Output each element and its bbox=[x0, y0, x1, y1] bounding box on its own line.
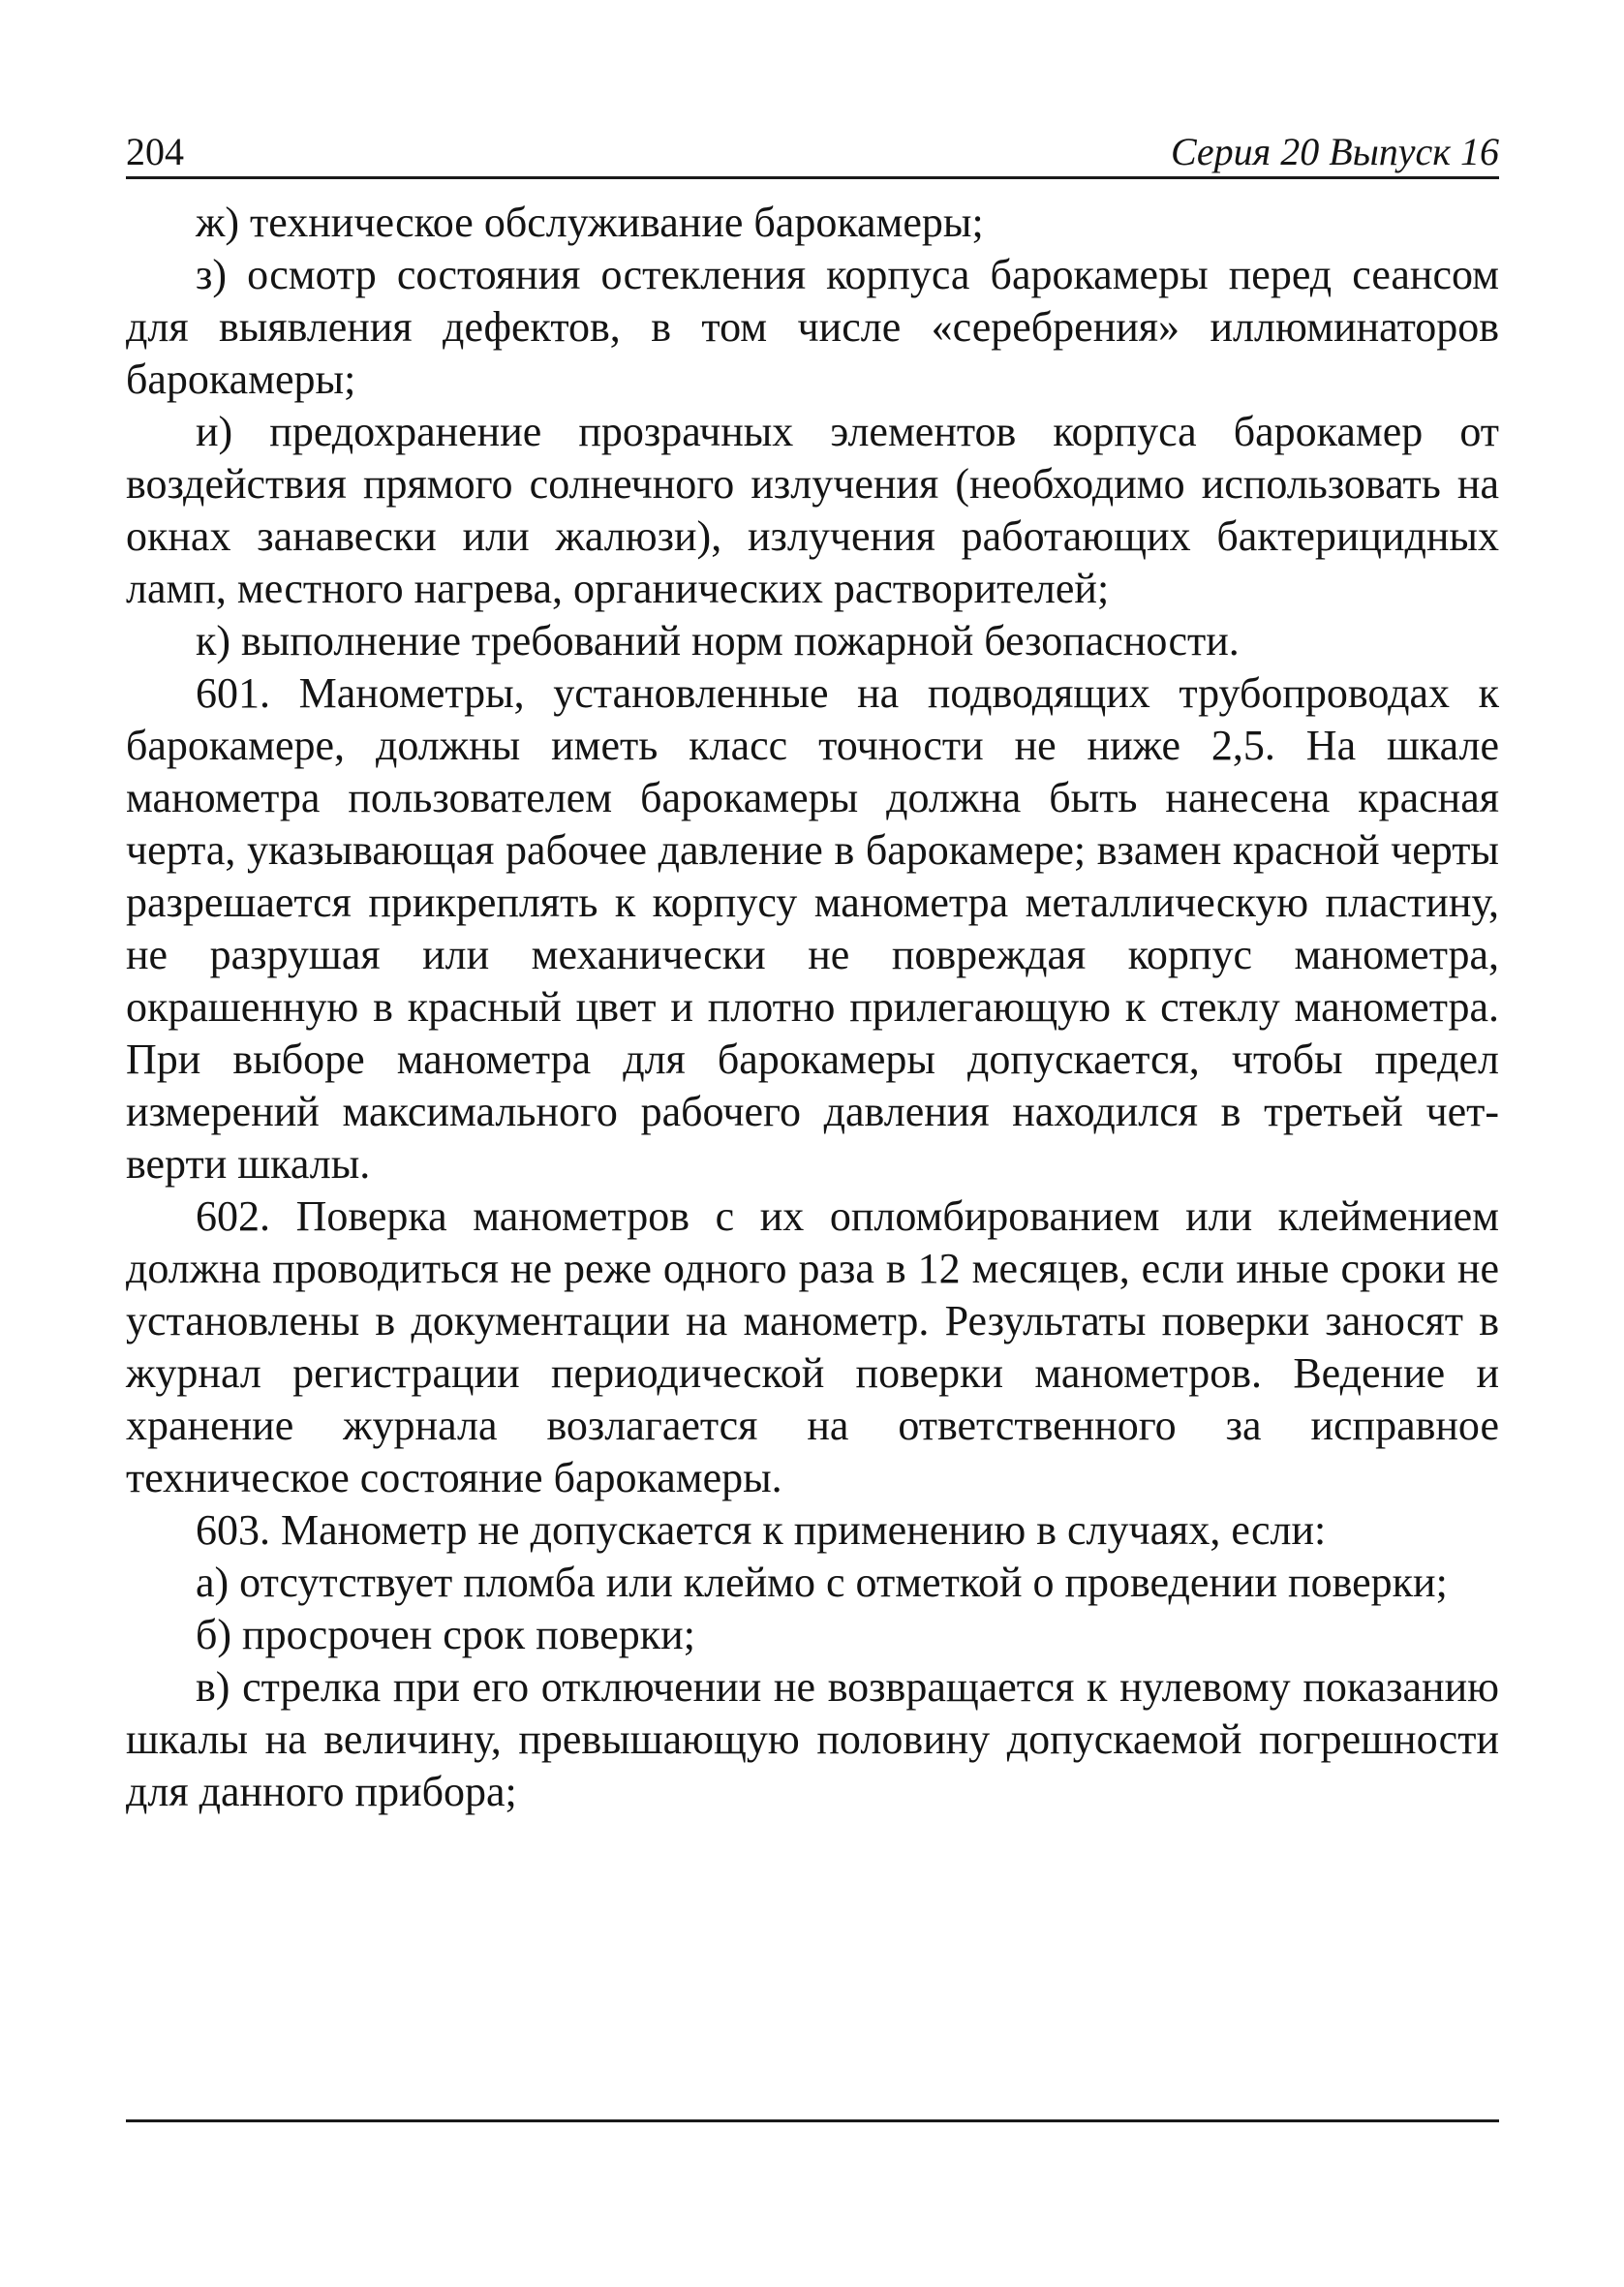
page-number: 204 bbox=[126, 130, 184, 173]
paragraph-603: 603. Манометр не допускается к применению в случаях, если: bbox=[196, 1506, 1327, 1554]
paragraph-602: 602. Поверка манометров с их опломбированием или клеймением должна проводиться не реже одного раза в 12 месяцев, если иные сроки не установлены в документации на манометр. Результаты поверки заносят в журнал регистрации периодической поверки манометров. Ведение и хранение журнала возлагается на ответственного за исправное техническое состояние барокамеры. bbox=[126, 1192, 1499, 1501]
paragraph-a: а) отсутствует пломба или клеймо с отметкой о проведении поверки; bbox=[196, 1559, 1448, 1606]
paragraph-601: 601. Манометры, установленные на подводящих трубопроводах к барокамере, должны иметь класс точности не ниже 2,5. На шкале манометра пользователем барокамеры должна быть нанесена красная черта, указывающая рабочее давление в бaрокамере; взамен красной черты разрешается прикреплять к корпусу манометра металлическую пластину, не разрушая или механически не повреждая корпус манометра, окрашенную в красный цвет и плотно прилегающую к стеклу манометра. При выборе манометра для барокамеры допускается, чтобы предел измерений максимального рабочего давления находился в третьей четверти шкалы. bbox=[126, 669, 1499, 1188]
paragraph-i: и) предохранение прозрачных элементов корпуса барокамер от воздействия прямого солнечного излучения (необходимо использовать на окнах занавески или жалюзи), излучения работающих бактерицидных ламп, местного нагрева, органических растворителей; bbox=[126, 408, 1499, 612]
paragraph-v: в) стрелка при его отключении не возвращается к нулевому показанию шкалы на величину, превышающую половину допускаемой погрешности для данного прибора; bbox=[126, 1663, 1499, 1815]
paragraph-zh: ж) техническое обслуживание барокамеры; bbox=[196, 199, 984, 246]
page-header bbox=[126, 128, 1499, 179]
series-title: Серия 20 Выпуск 16 bbox=[1170, 130, 1499, 173]
paragraph-z: з) осмотр состояния остекления корпуса барокамеры перед сеансом для выявления дефектов, в том числе «серебрения» иллюминаторов барокамеры; bbox=[126, 251, 1499, 403]
body-text bbox=[126, 197, 1499, 1818]
bottom-rule bbox=[126, 2119, 1499, 2122]
paragraph-k: к) выполнение требований норм пожарной безопасности. bbox=[196, 617, 1240, 664]
paragraph-b: б) просрочен срок поверки; bbox=[196, 1611, 695, 1658]
document-page bbox=[126, 128, 1499, 1818]
